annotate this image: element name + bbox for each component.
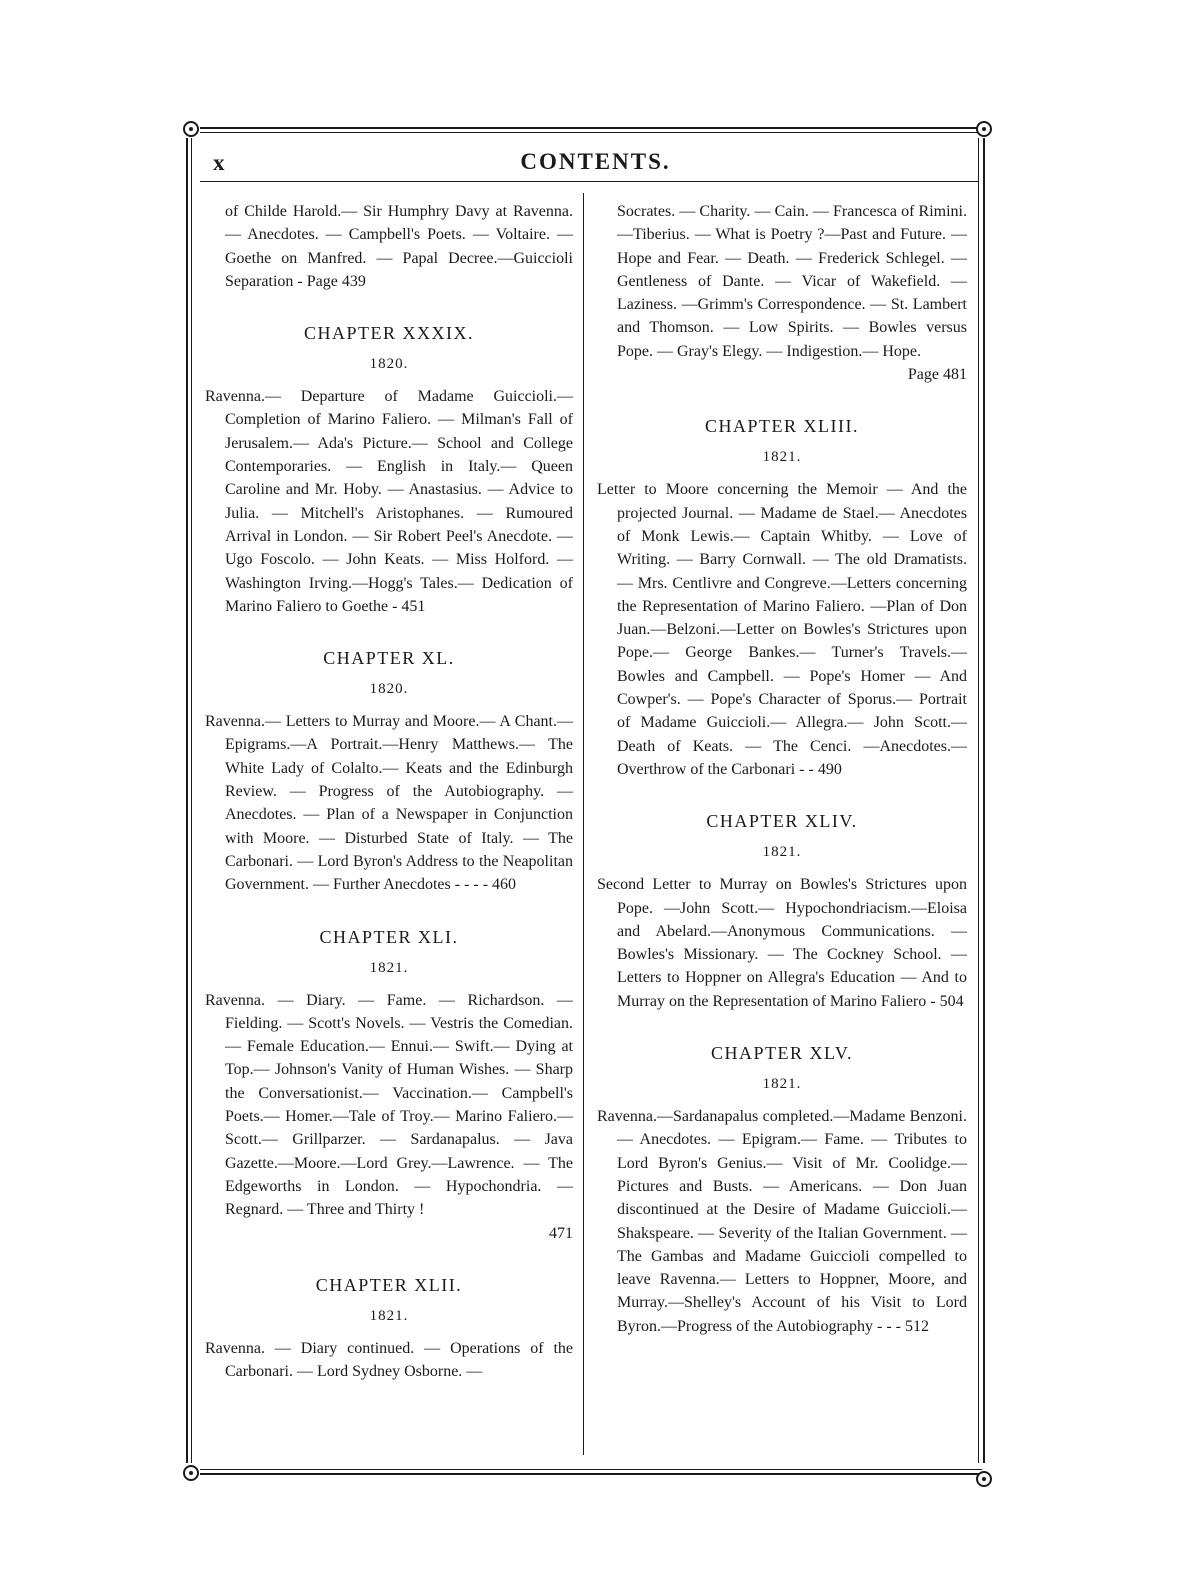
corner-ornament-icon bbox=[976, 1471, 992, 1487]
top-rule bbox=[200, 127, 982, 129]
chapter-entry bbox=[205, 989, 573, 1222]
entry-text: Ravenna.— Departure of Madame Guiccioli.— Completion of Marino Faliero. — Milman's Fall of Jerusalem.— Ada's Picture.— School and College Contemporaries. — English in Italy.— Queen Caroline and Mr. Hoby. — Anastasius. — Advice to Julia. — Mitchell's Aristophanes. — Rumoured Arrival in London. — Sir Robert Peel's Anecdote. — Ugo Foscolo. — John Keats. — Miss Holford. — Washington Irving.—Hogg's Tales.— Dedication of Marino Faliero to Goethe bbox=[205, 388, 573, 615]
chapter-year: 1821. bbox=[369, 1307, 409, 1324]
entry-text: Ravenna.—Sardanapalus completed.—Madame Benzoni.— Anecdotes. — Epigram.— Fame. — Tributes to Lord Byron's Genius.— Visit of Mr. Coolidge.— Pictures and Busts. — Americans. — Don Juan discontinued at the Desire of Madame Guiccioli.— Shakspeare. — Severity of the Italian Government. — The Gambas and Madame Guiccioli compelled to leave Ravenna.— Letters to Hoppner, Moore, and Murray.—Shelley's Account of his Visit to Lord Byron.—Progress of the Autobiography bbox=[597, 1108, 967, 1335]
header-underline bbox=[200, 181, 978, 182]
right-frame-line bbox=[983, 138, 985, 1463]
entry-text: Letter to Moore concerning the Memoir — And the projected Journal. — Madame de Stael.— Anecdotes of Monk Lewis.— Captain Whitby. — Love of Writing. — Barry Cornwall. — The old Dramatists. — Mrs. Centlivre and Congreve.—Letters concerning the Representation of Marino Faliero. —Plan of Don Juan.—Belzoni.—Letter on Bowles's Strictures upon Pope.— George Bankes.— Turner's Travels.— Bowles and Campbell. — Pope's Homer — And Cowper's. — Pope's Character of Sporus.— Portrait of Madame Guiccioli.— Allegra.— John Scott.— Death of Keats. — The Cenci. —Anecdotes.—Overthrow of the Carbonari bbox=[597, 481, 967, 778]
chapter-year: 1821. bbox=[762, 844, 802, 861]
chapter-heading: CHAPTER XL. bbox=[323, 648, 455, 669]
chapter-heading: CHAPTER XLIII. bbox=[705, 416, 859, 437]
entry-text: Ravenna.— Letters to Murray and Moore.— A Chant.— Epigrams.—A Portrait.—Henry Matthews.— The White Lady of Colalto.— Keats and the Edinburgh Review. — Progress of the Autobiography. — Anecdotes. — Plan of a Newspaper in Conjunction with Moore. — Disturbed State of Italy. — The Carbonari. — Lord Byron's Address to the Neapolitan Government. — Further Anecdotes bbox=[205, 713, 573, 894]
chapter-entry bbox=[597, 873, 967, 1013]
entry-page: Page 481 bbox=[907, 366, 967, 384]
column-divider bbox=[583, 193, 584, 1455]
entry-text: Second Letter to Murray on Bowles's Strictures upon Pope. —John Scott.— Hypochondriacism.—Eloisa and Abelard.—Anonymous Communications. — Bowles's Missionary. — The Cockney School. — Letters to Hoppner on Allegra's Education — And to Murray on the Representation of Marino Faliero bbox=[597, 876, 967, 1010]
right-frame-line-inner bbox=[978, 138, 979, 1463]
entry-text: Ravenna. — Diary. — Fame. — Richardson. — Fielding. — Scott's Novels. — Vestris the Comedian.— Female Education.— Ennui.— Swift.— Dying at Top.— Johnson's Vanity of Human Wishes. — Sharp the Conversationist.— Vaccination.— Campbell's Poets.— Homer.—Tale of Troy.— Marino Faliero.— Scott.— Grillparzer. — Sardanapalus. — Java Gazette.—Moore.—Lord Grey.—Lawrence. — The Edgeworths in London. — Hypochondria. — Regnard. — Three and Thirty ! bbox=[205, 991, 573, 1219]
left-frame-line-inner bbox=[191, 138, 192, 1463]
chapter-year: 1821. bbox=[369, 959, 409, 976]
chapter-entry bbox=[205, 385, 573, 618]
top-rule-inner bbox=[200, 132, 982, 133]
continuation-entry bbox=[597, 200, 967, 363]
chapter-heading: CHAPTER XLII. bbox=[315, 1274, 463, 1295]
chapter-year: 1820. bbox=[369, 681, 409, 698]
corner-ornament-icon bbox=[976, 121, 992, 137]
page-number: x bbox=[213, 150, 226, 175]
bottom-rule-inner bbox=[200, 1473, 982, 1475]
entry-page: - 451 bbox=[392, 597, 426, 615]
chapter-heading: CHAPTER XLV. bbox=[710, 1043, 854, 1064]
chapter-year: 1820. bbox=[369, 356, 409, 373]
chapter-heading: CHAPTER XLIV. bbox=[706, 811, 858, 832]
chapter-entry bbox=[597, 1105, 967, 1338]
left-frame-line bbox=[186, 138, 188, 1463]
chapter-heading: CHAPTER XLI. bbox=[319, 926, 459, 947]
entry-page: - 504 bbox=[930, 992, 964, 1010]
chapter-entry bbox=[205, 710, 573, 896]
entry-page: - - - 512 bbox=[876, 1317, 929, 1335]
chapter-entry bbox=[597, 478, 967, 781]
chapter-entry bbox=[205, 1337, 573, 1384]
entry-text: Ravenna. — Diary continued. — Operations of the Carbonari. — Lord Sydney Osborne. — bbox=[205, 1339, 573, 1381]
entry-text: Socrates. — Charity. — Cain. — Francesca of Rimini. —Tiberius. — What is Poetry ?—Past and Future. — Hope and Fear. — Death. — Frederick Schlegel. — Gentleness of Dante. — Vicar of Wakefield. — Laziness. —Grimm's Correspondence. — St. Lambert and Thomson. — Low Spirits. — Bowles versus Pope. — Gray's Elegy. — Indigestion.— Hope. bbox=[617, 203, 967, 360]
entry-text: of Childe Harold.— Sir Humphry Davy at Ravenna. — Anecdotes. — Campbell's Poets. — Voltaire. — Goethe on Manfred. — Papal Decree.—Guiccioli Separation bbox=[225, 203, 573, 290]
corner-ornament-icon bbox=[183, 121, 199, 137]
chapter-year: 1821. bbox=[762, 1076, 802, 1093]
left-column bbox=[205, 200, 573, 1383]
page-title: CONTENTS. bbox=[520, 149, 671, 174]
corner-ornament-icon bbox=[183, 1465, 199, 1481]
right-column bbox=[597, 200, 967, 1338]
chapter-year: 1821. bbox=[762, 449, 802, 466]
bottom-rule bbox=[200, 1469, 982, 1470]
entry-page: - - - - 460 bbox=[454, 876, 517, 894]
entry-page: 471 bbox=[549, 1224, 573, 1242]
continuation-entry bbox=[205, 200, 573, 293]
entry-page: - - 490 bbox=[799, 760, 842, 778]
chapter-heading: CHAPTER XXXIX. bbox=[303, 323, 474, 344]
entry-page: - Page 439 bbox=[297, 272, 366, 290]
